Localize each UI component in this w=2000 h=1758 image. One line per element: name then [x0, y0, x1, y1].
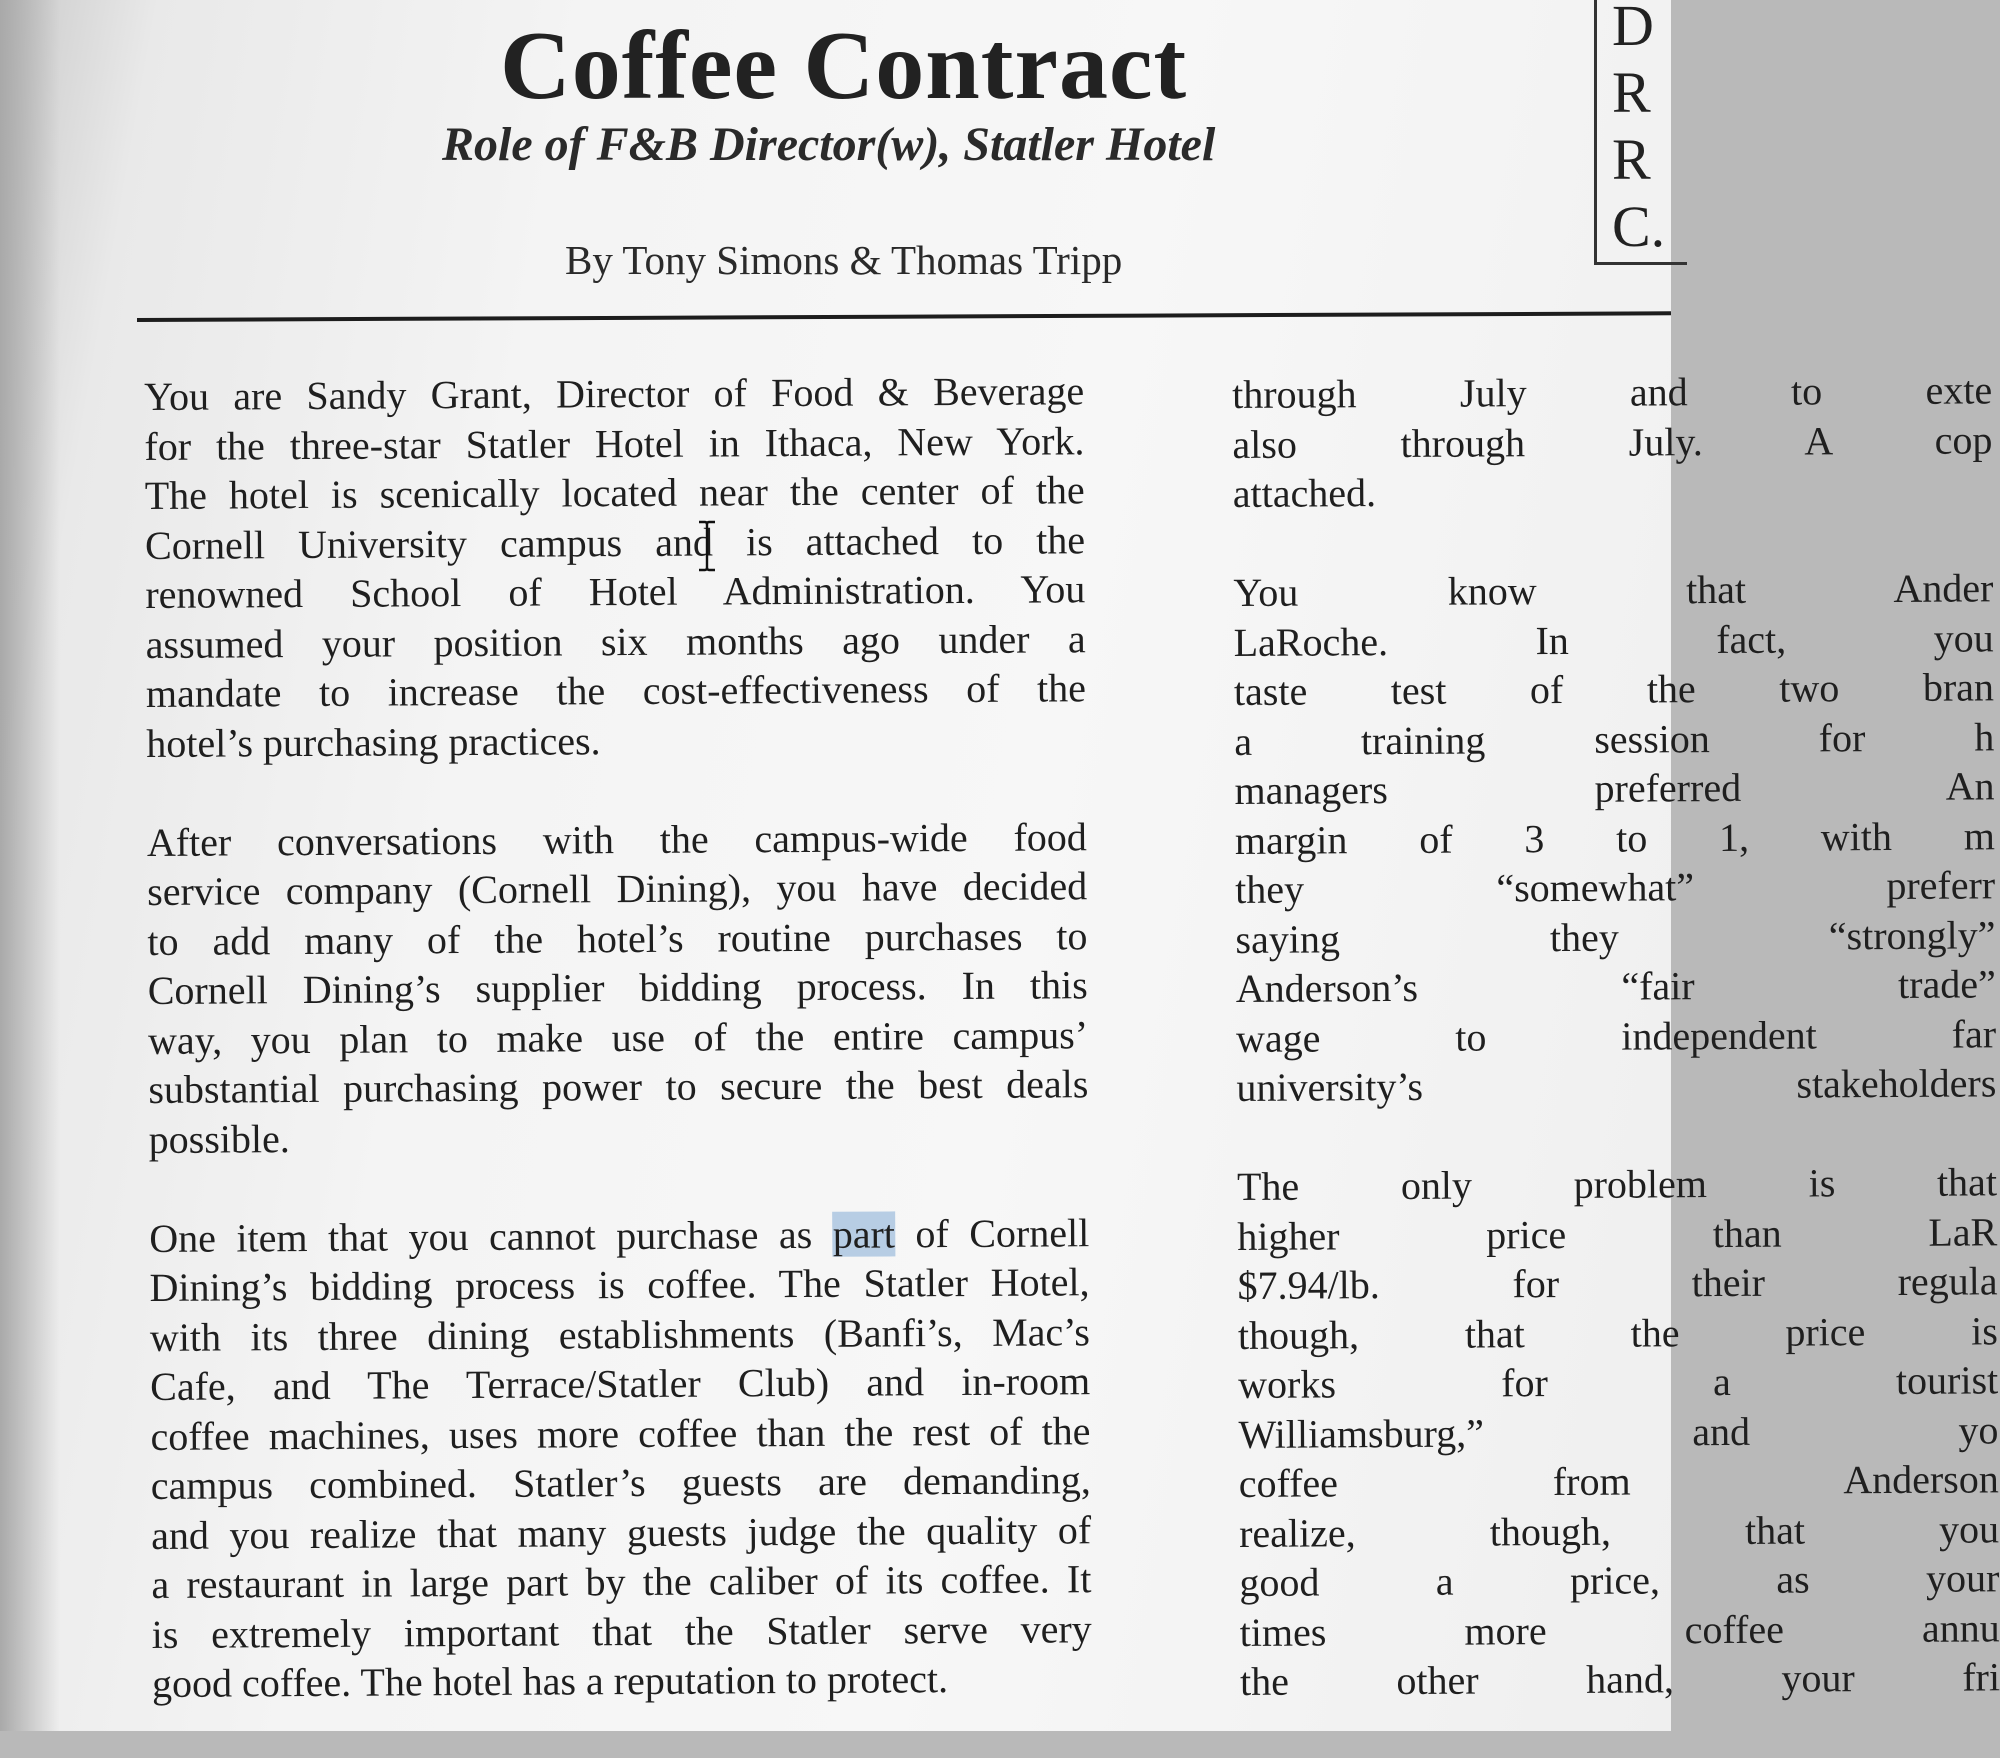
- text-line[interactable]: Cornell University campus and is attached to the: [144, 516, 1086, 568]
- text-segment[interactable]: One item that you cannot purchase as: [149, 1211, 833, 1261]
- text-line[interactable]: Cafe, and The Terrace/Statler Club) and in-room: [150, 1358, 1091, 1409]
- document-byline: By Tony Simons & Thomas Tripp: [565, 237, 1123, 283]
- text-line[interactable]: hotel’s purchasing practices.: [146, 717, 601, 766]
- paragraph[interactable]: [144, 366, 1086, 768]
- text-line[interactable]: to add many of the hotel’s routine purchases to: [147, 912, 1088, 964]
- side-letter: C.: [1612, 194, 1666, 259]
- text-line[interactable]: The hotel is scenically located near the center of the: [144, 467, 1085, 518]
- side-letter: R: [1612, 60, 1651, 125]
- text-line[interactable]: Williamsburg,” and yo: [1238, 1406, 1999, 1457]
- text-line[interactable]: realize, though, that you: [1238, 1505, 2000, 1556]
- text-line[interactable]: times more coffee annu: [1239, 1604, 2000, 1655]
- text-line[interactable]: coffee machines, uses more coffee than the rest of the: [150, 1407, 1091, 1459]
- text-line[interactable]: though, that the price is: [1237, 1307, 1999, 1358]
- text-line[interactable]: possible.: [148, 1115, 290, 1162]
- text-line[interactable]: way, you plan to make use of the entire campus’: [147, 1011, 1089, 1063]
- text-line[interactable]: higher price than LaR: [1237, 1208, 1998, 1259]
- side-letters: [1612, 0, 1665, 260]
- text-line[interactable]: works for a tourist: [1238, 1357, 1999, 1407]
- text-line[interactable]: for the three-star Statler Hotel in Ithaca, New York.: [144, 417, 1085, 469]
- text-segment[interactable]: of Cornell: [894, 1209, 1090, 1256]
- paragraph[interactable]: [147, 812, 1089, 1164]
- text-line[interactable]: and you realize that many guests judge the quality of: [150, 1506, 1092, 1558]
- text-line[interactable]: mandate to increase the cost-effectiveness of the: [145, 665, 1087, 716]
- text-line[interactable]: After conversations with the campus-wide food: [146, 813, 1087, 865]
- text-line[interactable]: taste test of the two bran: [1233, 664, 1995, 714]
- text-line[interactable]: saying they “strongly”: [1235, 911, 1996, 962]
- text-line[interactable]: the other hand, your fri: [1239, 1654, 2000, 1704]
- text-line[interactable]: Anderson’s “fair trade”: [1235, 961, 1996, 1011]
- side-letter: D: [1612, 0, 1654, 58]
- text-line[interactable]: renowned School of Hotel Administration. You: [145, 566, 1086, 617]
- text-line[interactable]: margin of 3 to 1, with m: [1234, 812, 1995, 863]
- text-line[interactable]: they “somewhat” preferr: [1235, 862, 1996, 912]
- paragraph[interactable]: [149, 1208, 1092, 1709]
- text-line[interactable]: is extremely important that the Statler serve very: [151, 1605, 1092, 1657]
- text-line[interactable]: managers preferred An: [1234, 763, 1995, 813]
- document-title: Coffee Contract: [500, 12, 1188, 120]
- text-line[interactable]: attached.: [1232, 470, 1377, 516]
- text-line[interactable]: good coffee. The hotel has a reputation to protect.: [151, 1656, 949, 1706]
- document-subtitle: Role of F&B Director(w), Statler Hotel: [442, 118, 1216, 171]
- text-line[interactable]: a restaurant in large part by the caliber of its coffee. It: [151, 1556, 1092, 1607]
- text-line[interactable]: substantial purchasing power to secure the best deals: [148, 1061, 1089, 1112]
- text-line[interactable]: coffee from Anderson: [1238, 1456, 1999, 1506]
- text-line[interactable]: good a price, as your: [1239, 1555, 2000, 1605]
- text-line[interactable]: $7.94/lb. for their regula: [1237, 1258, 1998, 1308]
- text-line[interactable]: Cornell Dining’s supplier bidding process. In this: [147, 962, 1088, 1013]
- text-line[interactable]: campus combined. Statler’s guests are demanding,: [150, 1457, 1091, 1508]
- text-line[interactable]: service company (Cornell Dining), you have decided: [147, 863, 1088, 914]
- title-rule: [137, 311, 1671, 322]
- text-line[interactable]: Dining’s bidding process is coffee. The Statler Hotel,: [149, 1259, 1090, 1310]
- text-line[interactable]: The only problem is that: [1236, 1159, 1998, 1209]
- paragraph[interactable]: [1237, 1157, 2000, 1706]
- text-cursor-icon: [696, 520, 718, 572]
- text-line[interactable]: [149, 1208, 1089, 1263]
- text-line[interactable]: LaRoche. In fact, you: [1233, 614, 1994, 665]
- selected-text[interactable]: part: [832, 1210, 896, 1257]
- text-line[interactable]: assumed your position six months ago under a: [145, 615, 1086, 667]
- text-line[interactable]: wage to independent far: [1235, 1010, 1997, 1061]
- text-line[interactable]: also through July. A cop: [1232, 416, 1993, 467]
- text-line[interactable]: You are Sandy Grant, Director of Food & Beverage: [144, 368, 1085, 419]
- paragraph[interactable]: [1233, 563, 1996, 1112]
- text-line[interactable]: You know that Ander: [1233, 565, 1994, 615]
- text-line[interactable]: through July and to exte: [1232, 367, 1993, 417]
- paragraph[interactable]: [1232, 365, 1993, 518]
- left-column[interactable]: [144, 366, 1092, 1758]
- text-line[interactable]: a training session for h: [1234, 713, 1995, 764]
- right-column[interactable]: [1232, 365, 2000, 1756]
- text-line[interactable]: with its three dining establishments (Banfi’s, Mac’s: [149, 1308, 1091, 1360]
- page-shadow: [0, 0, 60, 1731]
- text-line[interactable]: university’s stakeholders: [1236, 1060, 1997, 1110]
- side-letter: R: [1612, 127, 1651, 192]
